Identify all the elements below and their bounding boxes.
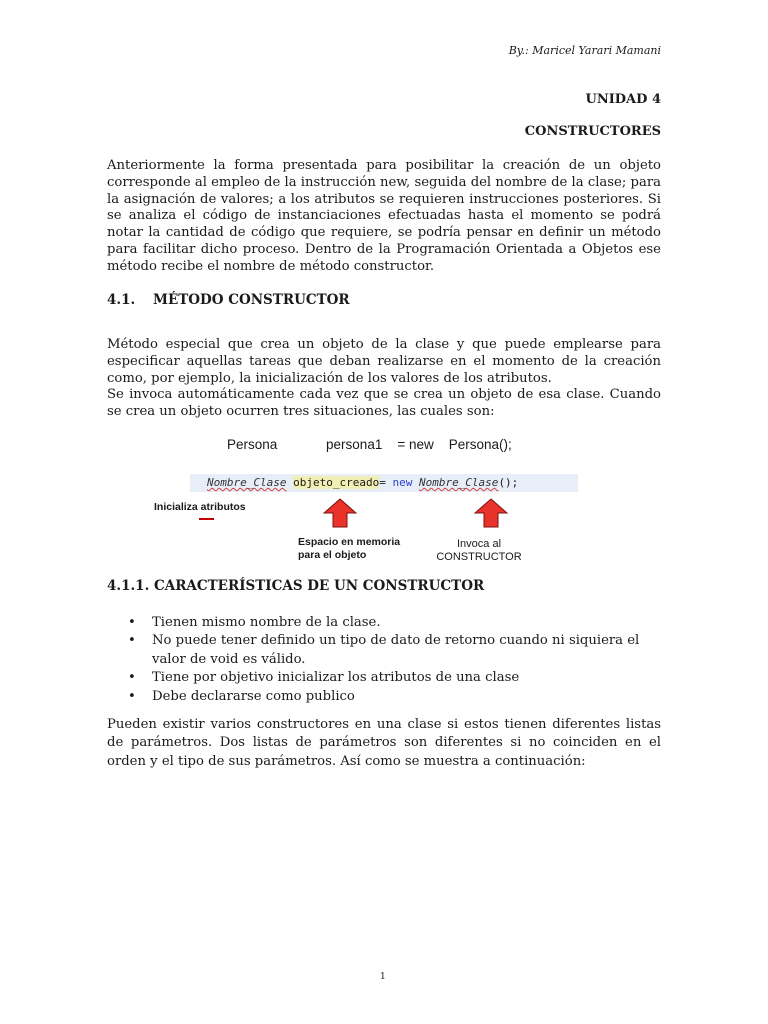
code-tail: (); bbox=[498, 476, 519, 489]
code-constructor-call: Nombre_Clase bbox=[418, 476, 499, 489]
label-memory-space bbox=[298, 536, 400, 562]
intro-text: Anteriormente la forma presentada para posibilitar la creación de un objeto corresponde al empleo de la instrucción new, seguida del nombre de la clase; para la asignación de valores; a los atributos se requieren instrucciones posteriores. Si se analiza el código de instanciaciones efectuadas hasta el momento se podrá notar la cantidad de código que requiere, se podría pensar en definir un método para facilitar dicho proceso. Dentro de la Programación Orientada a Objetos ese método recibe el nombre de método constructor. bbox=[107, 158, 661, 274]
list-item: • Tienen mismo nombre de la clase. bbox=[128, 614, 668, 632]
label-initialize-attributes: Inicializa atributos bbox=[154, 501, 246, 513]
code-equals: = bbox=[379, 476, 393, 489]
constructor-arrow-icon bbox=[474, 498, 508, 528]
code-class-name: Nombre_Clase bbox=[207, 476, 287, 489]
closing-paragraph bbox=[107, 716, 661, 771]
label-invoke-constructor bbox=[420, 538, 538, 564]
section-4-1-heading bbox=[107, 292, 350, 308]
memory-arrow-icon bbox=[323, 498, 357, 528]
section-number: 4.1. bbox=[107, 292, 136, 308]
label-invoke-line-2: CONSTRUCTOR bbox=[436, 551, 522, 563]
list-item: • No puede tener definido un tipo de dato de retorno cuando ni siquiera el valor de void es válido. bbox=[128, 632, 668, 669]
code-object-name: objeto_creado bbox=[293, 476, 380, 489]
invocation-paragraph: Se invoca automáticamente cada vez que se crea un objeto de esa clase. Cuando se crea un objeto ocurren tres situaciones, las cuales son: bbox=[107, 387, 661, 420]
section-4-1-body bbox=[107, 337, 661, 421]
author-line: By.: Maricel Yarari Mamani bbox=[508, 44, 661, 57]
label-invoke-line-1: Invoca al bbox=[456, 538, 502, 550]
section-4-1-1-heading: 4.1.1. CARACTERÍSTICAS DE UN CONSTRUCTOR bbox=[107, 578, 485, 594]
section-title: MÉTODO CONSTRUCTOR bbox=[153, 292, 350, 308]
characteristics-list bbox=[128, 614, 668, 706]
code-keyword-new: new bbox=[392, 476, 413, 489]
list-item: • Debe declararse como publico bbox=[128, 688, 668, 706]
red-underline-mark bbox=[199, 518, 214, 520]
page-number: 1 bbox=[380, 972, 386, 982]
closing-text: Pueden existir varios constructores en una clase si estos tienen diferentes listas de parámetros. Dos listas de parámetros son diferentes si no coinciden en el orden y el tipo de sus parámetros. Así como se muestra a continuación: bbox=[107, 717, 661, 769]
example-instantiation: Persona persona1 = new Persona(); bbox=[227, 437, 512, 452]
intro-paragraph bbox=[107, 158, 661, 276]
definition-paragraph: Método especial que crea un objeto de la clase y que puede emplearse para especificar aquellas tareas que deban realizarse en el momento de la creación como, por ejemplo, la inicialización de los valores de los atributos. bbox=[107, 337, 661, 386]
label-memory-line-1: Espacio en memoria bbox=[298, 536, 401, 548]
label-memory-line-2: para el objeto bbox=[298, 549, 367, 561]
unit-heading: UNIDAD 4 bbox=[585, 92, 661, 107]
list-item: • Tiene por objetivo inicializar los atributos de una clase bbox=[128, 669, 668, 687]
code-snippet bbox=[207, 476, 518, 489]
chapter-title: CONSTRUCTORES bbox=[524, 124, 661, 139]
